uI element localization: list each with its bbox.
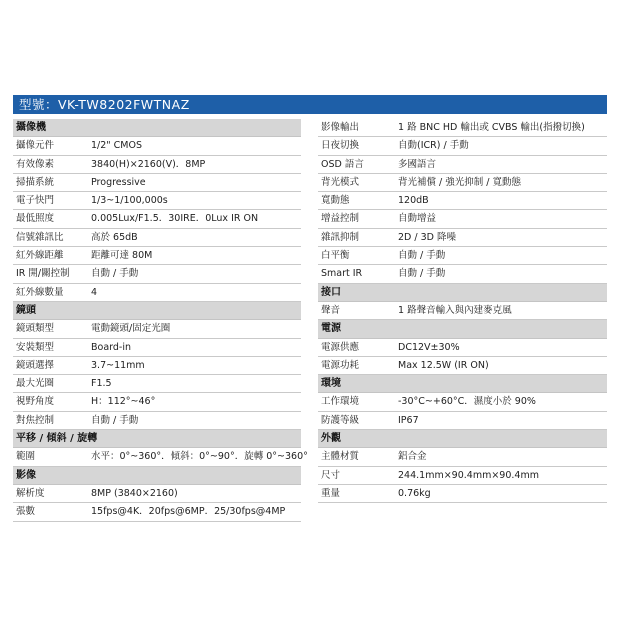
- section-header: 鏡頭: [13, 302, 301, 320]
- spec-row: [318, 412, 607, 430]
- spec-value: -30°C~+60°C．濕度小於 90%: [398, 396, 536, 408]
- spec-value: Progressive: [91, 176, 146, 188]
- spec-row: [318, 485, 607, 503]
- section-header: 攝像機: [13, 119, 301, 137]
- spec-row: [318, 247, 607, 265]
- spec-label: 有效像素: [16, 158, 55, 170]
- spec-row: [318, 229, 607, 247]
- spec-label: 攝像元件: [16, 140, 55, 152]
- spec-value: 自動增益: [398, 213, 437, 225]
- spec-label: IR 開/關控制: [16, 268, 70, 280]
- spec-row: [13, 412, 301, 430]
- spec-row: [13, 485, 301, 503]
- spec-value: 3.7~11mm: [91, 359, 145, 371]
- spec-label: 防護等級: [321, 414, 360, 426]
- spec-label: 電源功耗: [321, 359, 360, 371]
- spec-row: [13, 320, 301, 338]
- spec-label: 工作環境: [321, 396, 360, 408]
- spec-row: [318, 174, 607, 192]
- spec-value: 244.1mm×90.4mm×90.4mm: [398, 469, 539, 481]
- spec-label: 掃描系統: [16, 176, 55, 188]
- spec-label: 對焦控制: [16, 414, 55, 426]
- spec-row: [13, 192, 301, 210]
- spec-value: 1/3~1/100,000s: [91, 195, 168, 207]
- spec-value: 8MP (3840×2160): [91, 487, 178, 499]
- spec-label: 白平衡: [321, 250, 350, 262]
- spec-row: [318, 210, 607, 228]
- spec-row: [318, 393, 607, 411]
- spec-row: [318, 467, 607, 485]
- spec-label: 電源供應: [321, 341, 360, 353]
- spec-value: 自動 / 手動: [91, 268, 139, 280]
- section-header: 平移 / 傾斜 / 旋轉: [13, 430, 301, 448]
- spec-label: 日夜切換: [321, 140, 360, 152]
- spec-label: 鏡頭選擇: [16, 359, 55, 371]
- spec-label: 鏡頭類型: [16, 323, 55, 335]
- spec-row: [13, 375, 301, 393]
- spec-row: [318, 448, 607, 466]
- spec-row: [318, 156, 607, 174]
- spec-row: [13, 357, 301, 375]
- spec-value: 自動 / 手動: [398, 250, 446, 262]
- section-header: 環境: [318, 375, 607, 393]
- spec-value: 自動(ICR) / 手動: [398, 140, 469, 152]
- spec-row: [318, 192, 607, 210]
- spec-label: 電子快門: [16, 195, 55, 207]
- spec-value: 3840(H)×2160(V)．8MP: [91, 158, 206, 170]
- spec-label: 安裝類型: [16, 341, 55, 353]
- spec-label: 最低照度: [16, 213, 55, 225]
- spec-label: 視野角度: [16, 396, 55, 408]
- spec-label: 尺寸: [321, 469, 341, 481]
- spec-value: 4: [91, 286, 98, 298]
- spec-label: 紅外線距離: [16, 250, 64, 262]
- spec-row: [13, 284, 301, 302]
- spec-label: 影像輸出: [321, 122, 360, 133]
- spec-label: 主體材質: [321, 451, 360, 463]
- spec-value: 1 路 BNC HD 輸出或 CVBS 輸出(指撥切換): [398, 122, 585, 133]
- section-header: 外觀: [318, 430, 607, 448]
- spec-row: [13, 137, 301, 155]
- spec-label: 重量: [321, 487, 341, 499]
- spec-column-left: [13, 119, 308, 522]
- spec-label: 信號雜訊比: [16, 231, 64, 243]
- spec-value: 1 路聲音輸入與內建麥克風: [398, 304, 512, 316]
- spec-value: 水平：0°~360°．傾斜：0°~90°．旋轉 0°~360°: [91, 451, 308, 463]
- spec-row: [13, 339, 301, 357]
- spec-row: [318, 357, 607, 375]
- spec-label: 背光模式: [321, 176, 360, 188]
- spec-label: 張數: [16, 506, 36, 518]
- section-header: 影像: [13, 467, 301, 485]
- spec-label: 範圍: [16, 451, 36, 463]
- spec-value: Max 12.5W (IR ON): [398, 359, 489, 371]
- spec-row: [13, 448, 308, 466]
- spec-value: 背光補償 / 強光抑制 / 寬動態: [398, 176, 521, 188]
- spec-value: 120dB: [398, 195, 429, 207]
- spec-row: [318, 137, 607, 155]
- spec-value: Board-in: [91, 341, 132, 353]
- spec-row: [13, 210, 301, 228]
- spec-row: [318, 339, 607, 357]
- spec-value: F1.5: [91, 378, 112, 390]
- spec-row: [318, 265, 607, 283]
- spec-label: 雜訊抑制: [321, 231, 360, 243]
- spec-label: OSD 語言: [321, 158, 364, 170]
- spec-row: [13, 156, 301, 174]
- spec-value: 0.76kg: [398, 487, 431, 499]
- spec-value: 2D / 3D 降噪: [398, 231, 456, 243]
- spec-label: 聲音: [321, 304, 341, 316]
- spec-row: [13, 393, 301, 411]
- spec-row: [318, 119, 607, 137]
- spec-label: 增益控制: [321, 213, 360, 225]
- section-header: 電源: [318, 320, 607, 338]
- spec-value: DC12V±30%: [398, 341, 460, 353]
- spec-row: [13, 247, 301, 265]
- spec-row: [13, 174, 301, 192]
- spec-row: [318, 302, 607, 320]
- spec-value: 自動 / 手動: [398, 268, 446, 280]
- spec-value: 0.005Lux/F1.5．30IRE．0Lux IR ON: [91, 213, 259, 225]
- spec-value: 電動鏡頭/固定光圈: [91, 323, 171, 335]
- spec-row: [13, 265, 301, 283]
- spec-value: IP67: [398, 414, 419, 426]
- spec-label: Smart IR: [321, 268, 363, 280]
- spec-label: 最大光圈: [16, 378, 55, 390]
- section-header: 接口: [318, 284, 607, 302]
- spec-value: 距離可達 80M: [91, 250, 153, 262]
- spec-value: 15fps@4K．20fps@6MP．25/30fps@4MP: [91, 506, 286, 518]
- spec-value: 1/2" CMOS: [91, 140, 143, 152]
- spec-value: 自動 / 手動: [91, 414, 139, 426]
- spec-label: 寬動態: [321, 195, 350, 207]
- model-title: 型號：VK-TW8202FWTNAZ: [13, 95, 607, 114]
- spec-value: 鋁合金: [398, 451, 427, 463]
- spec-row: [13, 503, 301, 521]
- spec-row: [13, 229, 301, 247]
- spec-column-right: [318, 119, 607, 503]
- spec-label: 解析度: [16, 487, 45, 499]
- spec-value: H：112°~46°: [91, 396, 156, 408]
- spec-value: 高於 65dB: [91, 231, 138, 243]
- spec-value: 多國語言: [398, 158, 437, 170]
- spec-label: 紅外線數量: [16, 286, 64, 298]
